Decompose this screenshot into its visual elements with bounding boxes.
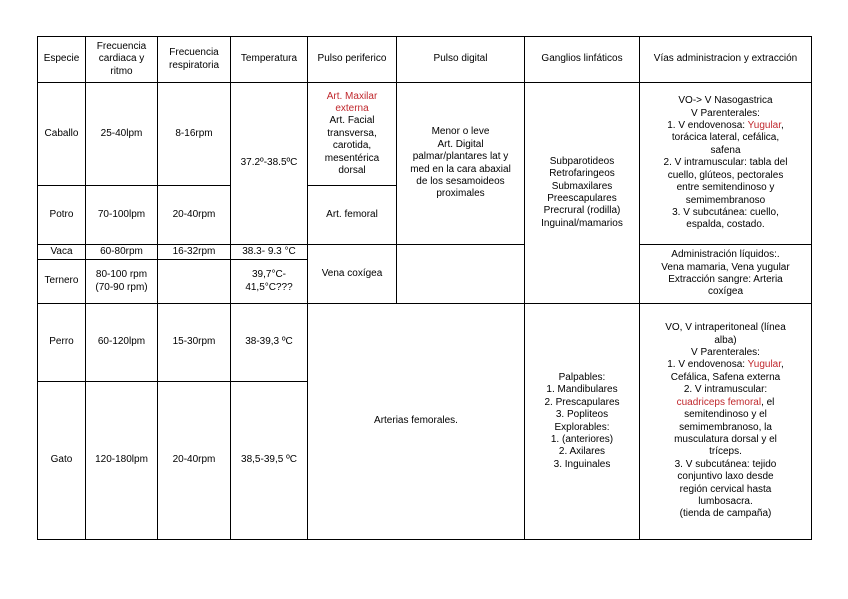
cell-temperatura-equino: 37.2º-38.5ºC bbox=[231, 83, 308, 245]
cell-especie-caballo: Caballo bbox=[38, 83, 86, 186]
cell-pulso-pequenos: Arterias femorales. bbox=[308, 304, 525, 540]
header-row bbox=[38, 37, 812, 83]
cell-fc-perro: 60-120lpm bbox=[86, 304, 158, 382]
header-frecuencia-respiratoria: Frecuencia respiratoria bbox=[158, 37, 231, 83]
cell-vias-bovino: Administración líquidos:. Vena mamaria, Vena yugular Extracción sangre: Arteria coxígea bbox=[640, 245, 812, 304]
cell-fc-gato: 120-180lpm bbox=[86, 382, 158, 540]
cell-pulso-bovino: Vena coxígea bbox=[308, 245, 397, 304]
header-pulso-digital: Pulso digital bbox=[397, 37, 525, 83]
header-ganglios: Ganglios linfáticos bbox=[525, 37, 640, 83]
vital-signs-table bbox=[37, 36, 812, 540]
cell-temperatura-perro: 38-39,3 ºC bbox=[231, 304, 308, 382]
header-frecuencia-cardiaca: Frecuencia cardiaca y ritmo bbox=[86, 37, 158, 83]
cell-especie-perro: Perro bbox=[38, 304, 86, 382]
cell-vias-pequenos: VO, V intraperitoneal (línea alba) V Parenterales: 1. V endovenosa: Yugular, Cefálica, Safena externa 2. V intramuscular: cuadriceps femoral, el semitendinoso y el semimembranoso, la musculatura dorsal y el tríceps. 3. V subcutánea: tejido conjuntivo laxo desde región cervical hasta lumbosacra. (tienda de campaña) bbox=[640, 304, 812, 540]
cell-fr-perro: 15-30rpm bbox=[158, 304, 231, 382]
row-perro bbox=[38, 304, 812, 382]
cell-temperatura-gato: 38,5-39,5 ºC bbox=[231, 382, 308, 540]
cell-fc-caballo: 25-40lpm bbox=[86, 83, 158, 186]
cell-fr-gato: 20-40rpm bbox=[158, 382, 231, 540]
cell-pulso-potro: Art. femoral bbox=[308, 186, 397, 245]
header-vias: Vías administracion y extracción bbox=[640, 37, 812, 83]
header-temperatura: Temperatura bbox=[231, 37, 308, 83]
cell-ganglios-grandes: Subparotideos Retrofaringeos Submaxilares Preescapulares Precrural (rodilla) Inguinal/mamarios bbox=[525, 83, 640, 304]
cell-especie-gato: Gato bbox=[38, 382, 86, 540]
cell-fc-potro: 70-100lpm bbox=[86, 186, 158, 245]
cell-fr-ternero bbox=[158, 260, 231, 304]
cell-pulso-caballo: Art. Maxilar externa Art. Facial transversa, carotida, mesentérica dorsal bbox=[308, 83, 397, 186]
cell-temperatura-ternero: 39,7°C- 41,5°C??? bbox=[231, 260, 308, 304]
cell-fr-potro: 20-40rpm bbox=[158, 186, 231, 245]
row-caballo bbox=[38, 83, 812, 186]
cell-especie-potro: Potro bbox=[38, 186, 86, 245]
cell-fr-caballo: 8-16rpm bbox=[158, 83, 231, 186]
cell-pulso-digital-equino: Menor o leve Art. Digital palmar/plantares lat y med en la cara abaxial de los sesamoideos proximales bbox=[397, 83, 525, 245]
header-especie: Especie bbox=[38, 37, 86, 83]
cell-temperatura-vaca: 38.3- 9.3 °C bbox=[231, 245, 308, 260]
cell-fc-vaca: 60-80rpm bbox=[86, 245, 158, 260]
cell-pulso-digital-bovino bbox=[397, 245, 525, 304]
cell-especie-vaca: Vaca bbox=[38, 245, 86, 260]
cell-vias-equino: VO-> V Nasogastrica V Parenterales: 1. V endovenosa: Yugular, torácica lateral, cefálica, safena 2. V intramuscular: tabla del cuello, glúteos, pectorales entre semitendinoso y semimembranoso 3. V subcutánea: cuello, espalda, costado. bbox=[640, 83, 812, 245]
header-pulso-periferico: Pulso periferico bbox=[308, 37, 397, 83]
cell-ganglios-pequenos: Palpables: 1. Mandibulares 2. Prescapulares 3. Popliteos Explorables: 1. (anteriores) 2. Axilares 3. Inguinales bbox=[525, 304, 640, 540]
row-vaca bbox=[38, 245, 812, 260]
cell-especie-ternero: Ternero bbox=[38, 260, 86, 304]
cell-fr-vaca: 16-32rpm bbox=[158, 245, 231, 260]
cell-fc-ternero: 80-100 rpm (70-90 rpm) bbox=[86, 260, 158, 304]
